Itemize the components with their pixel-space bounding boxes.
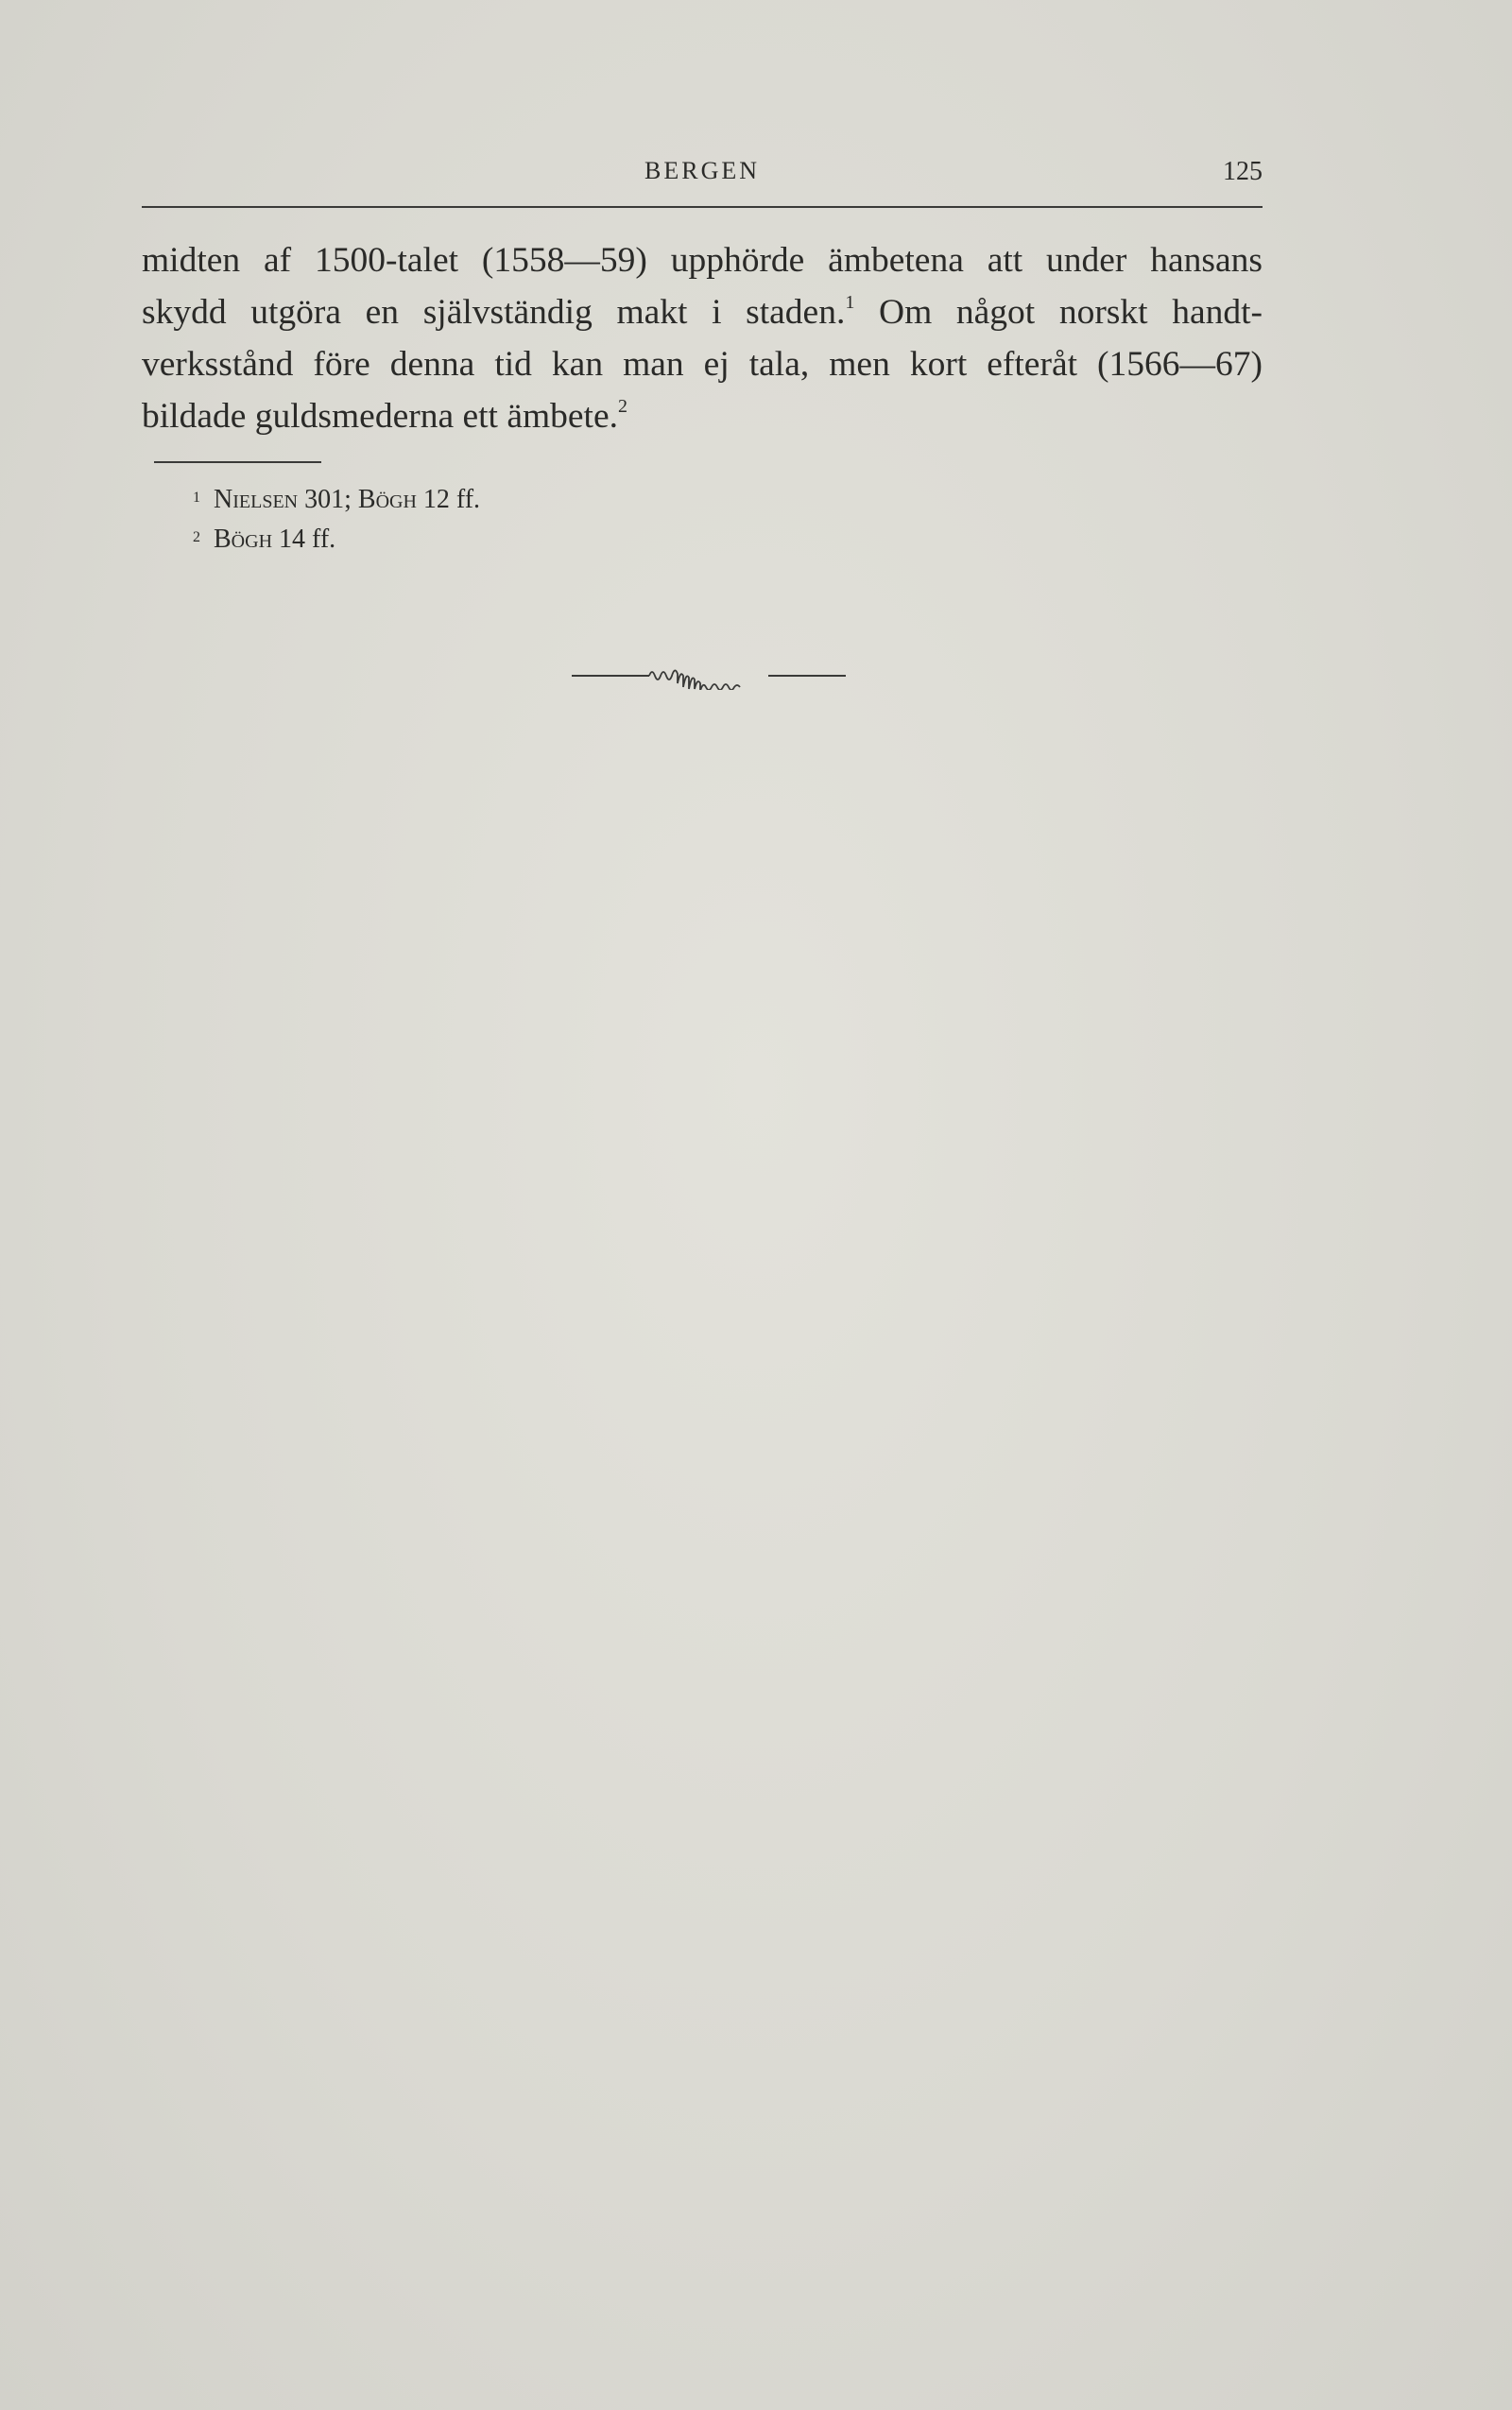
footnote-text: 14 ff.	[272, 525, 336, 554]
body-paragraph	[142, 234, 1263, 442]
footnote-number: 2	[193, 529, 200, 545]
section-end-ornament	[572, 662, 846, 690]
footnote-2	[193, 520, 480, 559]
page-number: 125	[1223, 157, 1263, 186]
header-rule	[142, 206, 1263, 208]
page-header	[142, 153, 1263, 197]
bleed-through-heading	[142, 699, 1276, 907]
body-line: bildade guldsmederna ett ämbete.$^2$	[142, 396, 627, 436]
footnote-1	[193, 480, 481, 520]
footnote-text: 301;	[298, 485, 358, 514]
footnote-ref: 2	[617, 396, 627, 417]
body-line: verksstånd före denna tid kan man ej tala, men kort efteråt (1566—67)	[142, 345, 1263, 384]
footnote-author: Nielsen	[214, 485, 299, 514]
footnote-ref: 1	[845, 292, 855, 313]
footnote-number: 1	[193, 490, 200, 506]
footnotes	[193, 480, 481, 559]
running-head: BERGEN	[644, 157, 760, 184]
footnote-author: Bögh	[214, 525, 273, 554]
body-line: midten af 1500-talet (1558—59) upphörde ämbetena att under hansans	[142, 241, 1263, 280]
footnote-author: Bögh	[357, 485, 417, 514]
footnote-rule	[154, 461, 321, 463]
footnote-text: 12 ff.	[416, 485, 481, 514]
body-line: skydd utgöra en självständig makt i staden.$^1$ Om något norskt handt-	[142, 292, 1263, 332]
